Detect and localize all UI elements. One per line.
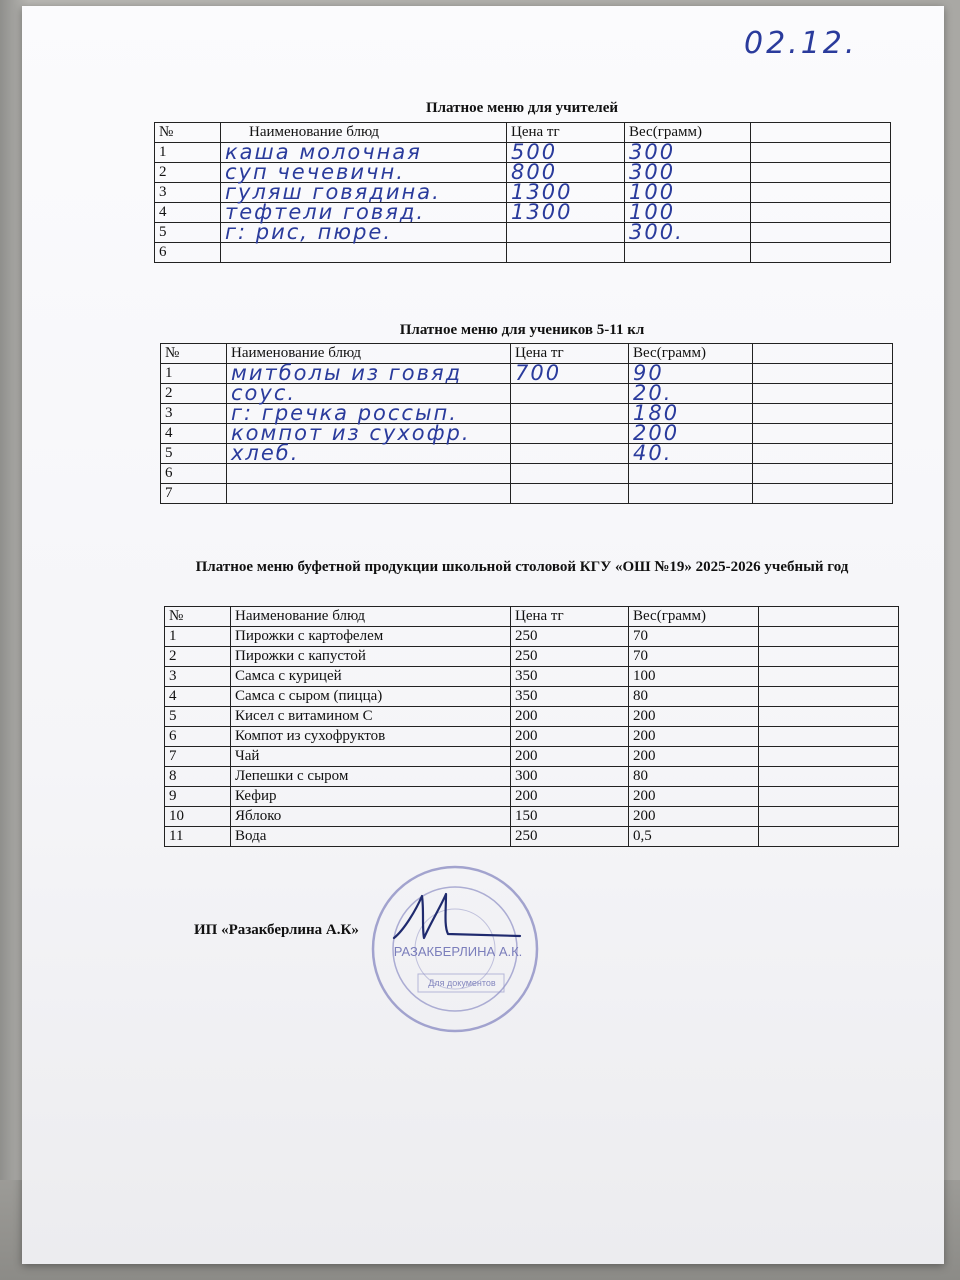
price: 200 (511, 727, 629, 747)
col-price-header: Цена тг (511, 607, 629, 627)
price: 700 (511, 364, 629, 384)
table-row (155, 223, 891, 243)
price (511, 464, 629, 484)
table-row (165, 727, 899, 747)
row-num: 9 (165, 787, 231, 807)
dish-name: Кефир (231, 787, 511, 807)
weight: 70 (629, 647, 759, 667)
dish-name: г: гречка россып. (227, 404, 511, 424)
row-num: 8 (165, 767, 231, 787)
row-num: 4 (155, 203, 221, 223)
weight: 20. (629, 384, 753, 404)
extra (759, 767, 899, 787)
dish-name: Вода (231, 827, 511, 847)
price: 350 (511, 667, 629, 687)
price (511, 384, 629, 404)
dish-name: Лепешки с сыром (231, 767, 511, 787)
extra (753, 484, 893, 504)
price: 350 (511, 687, 629, 707)
col-name-header: Наименование блюд (227, 344, 511, 364)
table-row (165, 687, 899, 707)
dish-name: Пирожки с капустой (231, 647, 511, 667)
row-num: 3 (155, 183, 221, 203)
col-weight-header: Вес(грамм) (629, 344, 753, 364)
row-num: 6 (165, 727, 231, 747)
weight: 100 (629, 667, 759, 687)
extra (759, 747, 899, 767)
extra (751, 203, 891, 223)
extra (753, 444, 893, 464)
table-row (161, 484, 893, 504)
weight (625, 243, 751, 263)
price: 150 (511, 807, 629, 827)
dish-name: суп чечевичн. (221, 163, 507, 183)
col-extra-header (751, 123, 891, 143)
weight: 100 (625, 183, 751, 203)
row-num: 5 (155, 223, 221, 243)
dish-name: соус. (227, 384, 511, 404)
weight: 300 (625, 143, 751, 163)
price: 200 (511, 707, 629, 727)
row-num: 1 (161, 364, 227, 384)
col-name-header: Наименование блюд (221, 123, 507, 143)
table-row (155, 243, 891, 263)
extra (759, 827, 899, 847)
row-num: 5 (165, 707, 231, 727)
dish-name: Кисел с витамином С (231, 707, 511, 727)
row-num: 4 (165, 687, 231, 707)
extra (753, 364, 893, 384)
extra (753, 424, 893, 444)
table-header-row (165, 607, 899, 627)
weight: 200 (629, 727, 759, 747)
row-num: 1 (165, 627, 231, 647)
dish-name (221, 243, 507, 263)
table-row (165, 647, 899, 667)
extra (751, 223, 891, 243)
paper-sheet (22, 6, 944, 1264)
extra (759, 707, 899, 727)
dish-name: гуляш говядина. (221, 183, 507, 203)
weight: 200 (629, 787, 759, 807)
weight: 40. (629, 444, 753, 464)
price: 500 (507, 143, 625, 163)
price: 200 (511, 787, 629, 807)
weight: 70 (629, 627, 759, 647)
extra (759, 807, 899, 827)
col-num-header: № (165, 607, 231, 627)
weight: 200 (629, 747, 759, 767)
row-num: 6 (161, 464, 227, 484)
weight: 300. (625, 223, 751, 243)
dish-name (227, 484, 511, 504)
extra (759, 647, 899, 667)
extra (753, 404, 893, 424)
weight: 300 (625, 163, 751, 183)
weight: 200 (629, 424, 753, 444)
price: 1300 (507, 183, 625, 203)
extra (759, 627, 899, 647)
row-num: 2 (155, 163, 221, 183)
table-row (165, 627, 899, 647)
extra (759, 687, 899, 707)
extra (759, 667, 899, 687)
extra (753, 464, 893, 484)
dish-name: тефтели говяд. (221, 203, 507, 223)
col-price-header: Цена тг (511, 344, 629, 364)
weight: 90 (629, 364, 753, 384)
table-row (165, 767, 899, 787)
dish-name (227, 464, 511, 484)
signature-label: ИП «Разакберлина А.К» (194, 922, 359, 938)
dish-name: г: рис, пюре. (221, 223, 507, 243)
weight: 180 (629, 404, 753, 424)
buffet-menu-table (164, 606, 899, 847)
table-row (165, 707, 899, 727)
price (511, 404, 629, 424)
price (511, 444, 629, 464)
col-extra-header (753, 344, 893, 364)
table-row (165, 807, 899, 827)
row-num: 2 (165, 647, 231, 667)
extra (759, 787, 899, 807)
stamp-sub-text: Для документов (428, 978, 496, 988)
col-name-header: Наименование блюд (231, 607, 511, 627)
col-weight-header: Вес(грамм) (625, 123, 751, 143)
table-row (161, 464, 893, 484)
row-num: 7 (161, 484, 227, 504)
price (507, 223, 625, 243)
row-num: 3 (161, 404, 227, 424)
col-num-header: № (161, 344, 227, 364)
dish-name: компот из сухофр. (227, 424, 511, 444)
price (511, 424, 629, 444)
row-num: 4 (161, 424, 227, 444)
row-num: 3 (165, 667, 231, 687)
buffet-menu-title: Платное меню буфетной продукции школьной столовой КГУ «ОШ №19» 2025-2026 учебный год (195, 559, 849, 575)
table-row (165, 787, 899, 807)
col-price-header: Цена тг (507, 123, 625, 143)
weight (629, 464, 753, 484)
weight: 200 (629, 807, 759, 827)
weight (629, 484, 753, 504)
row-num: 1 (155, 143, 221, 163)
dish-name: каша молочная (221, 143, 507, 163)
price: 800 (507, 163, 625, 183)
dish-name: Пирожки с картофелем (231, 627, 511, 647)
extra (753, 384, 893, 404)
weight: 100 (625, 203, 751, 223)
dish-name: Компот из сухофруктов (231, 727, 511, 747)
extra (751, 243, 891, 263)
row-num: 6 (155, 243, 221, 263)
price: 1300 (507, 203, 625, 223)
dish-name: Самса с курицей (231, 667, 511, 687)
table-row (161, 444, 893, 464)
dish-name: Чай (231, 747, 511, 767)
row-num: 11 (165, 827, 231, 847)
weight: 80 (629, 767, 759, 787)
dish-name: митболы из говяд (227, 364, 511, 384)
handwritten-signature (384, 890, 524, 950)
dish-name: хлеб. (227, 444, 511, 464)
students-menu-title: Платное меню для учеников 5-11 кл (399, 322, 645, 338)
col-num-header: № (155, 123, 221, 143)
dish-name: Самса с сыром (пицца) (231, 687, 511, 707)
weight: 80 (629, 687, 759, 707)
price: 200 (511, 747, 629, 767)
students-menu-table (160, 343, 893, 504)
extra (751, 183, 891, 203)
stamp-name-text: РАЗАКБЕРЛИНА А.К. (393, 944, 523, 959)
price: 250 (511, 647, 629, 667)
row-num: 10 (165, 807, 231, 827)
handwritten-date: 02.12. (744, 26, 858, 61)
table-row (165, 827, 899, 847)
price (511, 484, 629, 504)
dish-name: Яблоко (231, 807, 511, 827)
price (507, 243, 625, 263)
col-weight-header: Вес(грамм) (629, 607, 759, 627)
extra (759, 727, 899, 747)
teachers-menu-table (154, 122, 891, 263)
weight: 0,5 (629, 827, 759, 847)
row-num: 5 (161, 444, 227, 464)
table-row (165, 747, 899, 767)
col-extra-header (759, 607, 899, 627)
price: 300 (511, 767, 629, 787)
table-row (165, 667, 899, 687)
teachers-menu-title: Платное меню для учителей (425, 100, 619, 116)
row-num: 2 (161, 384, 227, 404)
price: 250 (511, 827, 629, 847)
extra (751, 163, 891, 183)
row-num: 7 (165, 747, 231, 767)
price: 250 (511, 627, 629, 647)
weight: 200 (629, 707, 759, 727)
extra (751, 143, 891, 163)
